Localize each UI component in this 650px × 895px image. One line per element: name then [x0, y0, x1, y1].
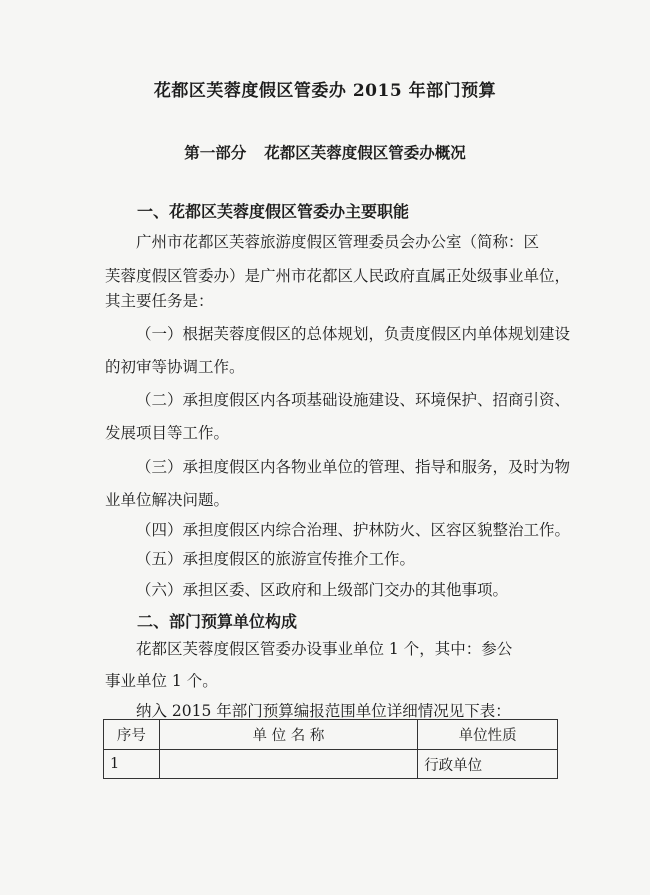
duty-item-4: （四）承担度假区内综合治理、护林防火、区容区貌整治工作。 — [136, 521, 571, 539]
section2-text-line-2: 事业单位 1 个。 — [105, 672, 218, 690]
cell-unit-name — [159, 750, 418, 779]
part-label: 第一部分 — [184, 143, 247, 162]
section1-heading: 一、花都区芙蓉度假区管委办主要职能 — [137, 202, 410, 221]
part-title: 花都区芙蓉度假区管委办概况 — [264, 143, 466, 162]
cell-no: 1 — [104, 750, 160, 779]
header-unit-type: 单位性质 — [418, 720, 558, 750]
section2-text-line-1: 花都区芙蓉度假区管委办设事业单位 1 个，其中：参公 — [136, 640, 513, 658]
intro-line-1: 广州市花都区芙蓉旅游度假区管理委员会办公室（简称：区 — [136, 233, 540, 251]
document-title: 花都区芙蓉度假区管委办 2015 年部门预算 — [153, 81, 497, 101]
table-intro: 纳入 2015 年部门预算编报范围单位详细情况见下表： — [136, 702, 511, 720]
cell-unit-type: 行政单位 — [418, 750, 558, 779]
intro-line-2: 芙蓉度假区管委办）是广州市花都区人民政府直属正处级事业单位， — [105, 267, 571, 285]
duty-item-3-line1: （三）承担度假区内各物业单位的管理、指导和服务，及时为物 — [136, 458, 571, 476]
section2-heading: 二、部门预算单位构成 — [137, 612, 298, 631]
duty-item-1-line2: 的初审等协调工作。 — [105, 358, 245, 376]
duty-item-5: （五）承担度假区的旅游宣传推介工作。 — [136, 550, 416, 568]
duty-item-6: （六）承担区委、区政府和上级部门交办的其他事项。 — [136, 581, 509, 599]
duty-item-3-line2: 业单位解决问题。 — [105, 491, 230, 509]
duty-item-2-line2: 发展项目等工作。 — [105, 424, 230, 442]
intro-line-3: 其主要任务是： — [105, 292, 214, 310]
duty-item-2-line1: （二）承担度假区内各项基础设施建设、环境保护、招商引资、 — [136, 391, 571, 409]
table-row — [104, 750, 558, 779]
duty-item-1-line1: （一）根据芙蓉度假区的总体规划，负责度假区内单体规划建设 — [136, 325, 571, 343]
header-unit-name: 单 位 名 称 — [159, 720, 418, 750]
header-no: 序号 — [104, 720, 160, 750]
table-header-row — [104, 720, 558, 750]
unit-table — [103, 719, 558, 779]
part-heading — [0, 141, 650, 163]
